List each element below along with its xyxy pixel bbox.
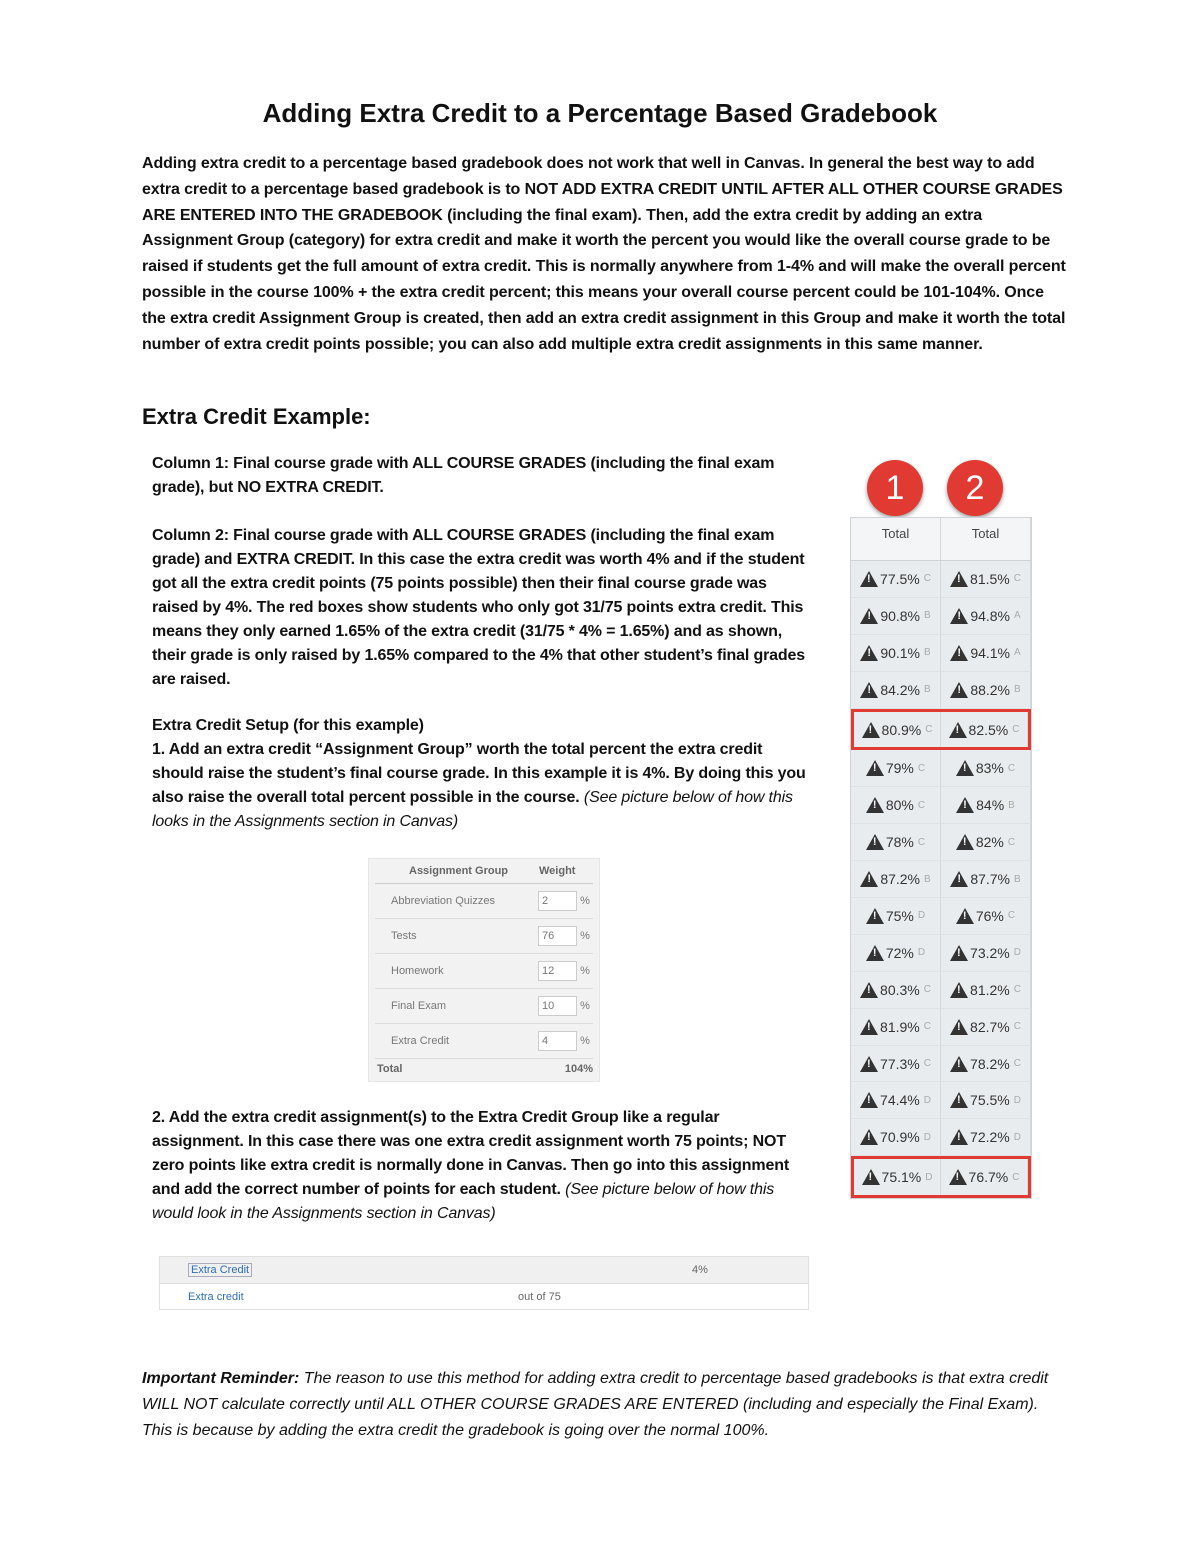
grade-letter: C: [925, 724, 933, 735]
assignment-group-name: Abbreviation Quizzes: [391, 895, 495, 907]
grade-letter: C: [1012, 1171, 1020, 1183]
grade-letter: D: [1013, 947, 1021, 959]
grade-percent: 70.9%: [880, 1129, 920, 1146]
total-column1-cell[interactable]: [851, 1009, 941, 1045]
extra-credit-assignment-link[interactable]: Extra credit: [188, 1290, 244, 1303]
grade-percent: 83%: [975, 760, 1004, 777]
grade-letter: D: [923, 1131, 931, 1143]
grade-row: [851, 561, 1031, 598]
grade-percent: 82.5%: [968, 721, 1009, 738]
total-column2-cell[interactable]: [941, 598, 1031, 634]
warning-icon: [950, 1019, 968, 1035]
step1-body: 1. Add an extra credit “Assignment Group” worth the total percent the extra credit should raise the student’s final course grade. In this example it is 4%. By doing this you also raise the overall total percent possible in the course.: [152, 741, 806, 806]
total-column1-cell[interactable]: [854, 1159, 941, 1195]
percent-sign: %: [580, 895, 590, 907]
total-column1-cell[interactable]: [851, 972, 941, 1008]
page-title: Adding Extra Credit to a Percentage Based Gradebook: [262, 98, 938, 128]
grade-row: [851, 972, 1031, 1009]
grade-percent: 80.9%: [881, 721, 922, 738]
warning-icon: [950, 1056, 968, 1072]
grade-letter: D: [917, 947, 926, 959]
warning-icon: [956, 834, 974, 850]
extra-credit-points: out of 75: [518, 1290, 561, 1303]
grade-letter: C: [923, 1021, 931, 1033]
intro-paragraph: Adding extra credit to a percentage based gradebook does not work that well in Canvas. In general the best way to add extra credit to a percentage based gradebook is to NOT ADD EXTRA CREDIT UNTIL AFTER ALL OTHER COURSE GRADES ARE ENTERED INTO THE GRADEBOOK (including the final exam). Then, add the extra credit by adding an extra Assignment Group (category) for extra credit and make it worth the percent you would like the overall course grade to be raised if students get the full amount of extra credit. This is normally anywhere from 1-4% and will make the overall percent possible in the course 100% + the extra credit percent; this means your overall course percent could be 101-104%. Once the extra credit Assignment Group is created, then add an extra credit assignment in this Group and make it worth the total number of extra credit points possible; you can also add multiple extra credit assignments in this same manner.: [142, 155, 1066, 353]
assignment-group-name: Tests: [391, 930, 417, 942]
grade-letter: D: [925, 1171, 933, 1183]
warning-icon: [866, 834, 884, 850]
grade-row: [851, 598, 1031, 635]
total-column1-cell[interactable]: [851, 672, 941, 708]
assignment-group-name: Final Exam: [391, 1000, 447, 1012]
grade-row: [851, 824, 1031, 861]
total-column2-cell[interactable]: [941, 1046, 1031, 1082]
step2-body: 2. Add the extra credit assignment(s) to the Extra Credit Group like a regular assignment. In this case there was one extra credit assignment worth 75 points; NOT zero points like extra credit is normally done in Canvas. Then go into this assignment and add the correct number of points for each student.: [152, 1109, 790, 1198]
weight-input[interactable]: 76: [538, 926, 577, 946]
warning-icon: [862, 722, 880, 738]
percent-sign: %: [580, 1000, 590, 1012]
grade-percent: 73.2%: [970, 944, 1010, 961]
reminder-text: The reason to use this method for adding extra credit to percentage based gradebooks is that extra credit WILL NOT calculate correctly until ALL OTHER COURSE GRADES ARE ENTERED (including and especially the Final Exam). This is because by adding the extra credit the gradebook is going over the normal 100%.: [142, 1370, 1049, 1439]
total-column2-cell[interactable]: [941, 712, 1028, 748]
grade-letter: B: [1014, 873, 1021, 885]
weight-input[interactable]: 12: [538, 961, 577, 981]
grade-letter: C: [1007, 910, 1016, 922]
grade-percent: 84.2%: [880, 681, 921, 698]
warning-icon: [949, 722, 967, 738]
weight-header-label: Weight: [539, 865, 576, 877]
setup-heading: Extra Credit Setup (for this example): [152, 717, 424, 734]
warning-icon: [956, 797, 974, 813]
assignment-group-row: [375, 1024, 593, 1059]
grade-percent: 76.7%: [968, 1169, 1009, 1186]
grade-letter: C: [917, 799, 926, 811]
total-column2-cell[interactable]: [941, 1119, 1031, 1155]
warning-icon: [862, 1169, 880, 1185]
total-column2-cell[interactable]: [941, 1009, 1031, 1045]
grade-percent: 75.1%: [881, 1169, 922, 1186]
step2-note: (See picture below of how this would look in the Assignments section in Canvas): [152, 1181, 775, 1222]
assignment-group-row: [375, 989, 593, 1024]
warning-icon: [860, 645, 878, 661]
step1-text: [152, 738, 814, 834]
assignment-group-row: [375, 884, 593, 919]
grade-letter: C: [917, 836, 926, 848]
total-column1-cell[interactable]: [851, 787, 941, 823]
warning-icon: [950, 645, 968, 661]
assignment-group-total: [375, 1059, 593, 1079]
extra-credit-group-row: [160, 1257, 808, 1284]
warning-icon: [950, 608, 968, 624]
grade-letter: A: [1014, 647, 1021, 659]
grade-percent: 78.2%: [970, 1055, 1010, 1072]
grade-letter: B: [924, 684, 931, 696]
total-label: Total: [377, 1063, 403, 1075]
step2-text: [152, 1106, 814, 1226]
grade-percent: 76%: [975, 907, 1004, 924]
grade-percent: 77.5%: [880, 570, 920, 587]
gradebook-totals-image: [850, 517, 1032, 1199]
total-column1-header: Total: [851, 518, 941, 560]
weight-input[interactable]: 4: [538, 1031, 577, 1051]
total-column1-cell[interactable]: [851, 824, 941, 860]
warning-icon: [860, 871, 878, 887]
grade-row: [851, 1082, 1031, 1119]
grade-row: [851, 787, 1031, 824]
percent-sign: %: [580, 930, 590, 942]
grade-percent: 79%: [885, 760, 914, 777]
grade-letter: C: [1013, 573, 1021, 585]
weight-input[interactable]: 2: [538, 891, 577, 911]
grade-row: [851, 935, 1031, 972]
grade-row: [851, 861, 1031, 898]
grade-percent: 81.2%: [970, 981, 1010, 998]
grade-row: [851, 672, 1031, 709]
total-column1-cell[interactable]: [851, 750, 941, 786]
grade-letter: B: [924, 647, 931, 659]
column1-description: Column 1: Final course grade with ALL COURSE GRADES (including the final exam grade), but NO EXTRA CREDIT.: [152, 455, 775, 496]
warning-icon: [866, 908, 884, 924]
grade-percent: 80%: [885, 797, 914, 814]
grade-row: [851, 750, 1031, 787]
grade-letter: D: [1013, 1131, 1021, 1143]
total-column2-cell[interactable]: [941, 672, 1031, 708]
grade-letter: D: [923, 1094, 931, 1106]
warning-icon: [949, 1169, 967, 1185]
total-column1-cell[interactable]: [851, 1119, 941, 1155]
total-column1-cell[interactable]: [851, 1082, 941, 1118]
total-column2-cell[interactable]: [941, 750, 1031, 786]
grade-percent: 78%: [885, 834, 914, 851]
warning-icon: [860, 571, 878, 587]
warning-icon: [860, 608, 878, 624]
total-column1-cell[interactable]: [851, 861, 941, 897]
reminder-label: Important Reminder:: [142, 1370, 300, 1387]
percent-sign: %: [580, 1035, 590, 1047]
grade-letter: C: [923, 573, 931, 585]
grade-percent: 87.2%: [880, 871, 921, 888]
assignment-group-header: [375, 859, 593, 884]
total-column2-cell[interactable]: [941, 935, 1031, 971]
grade-letter: C: [923, 1058, 931, 1070]
important-reminder: [142, 1366, 1072, 1444]
extra-credit-group-percent: 4%: [692, 1264, 708, 1276]
example-heading: Extra Credit Example:: [142, 404, 371, 429]
warning-icon: [860, 1019, 878, 1035]
grade-percent: 87.7%: [970, 871, 1011, 888]
weight-input[interactable]: 10: [538, 996, 577, 1016]
grade-letter: C: [1007, 836, 1016, 848]
extra-credit-assignment-row: [160, 1284, 808, 1309]
grade-percent: 81.5%: [970, 570, 1010, 587]
grade-letter: C: [1012, 724, 1020, 735]
total-value: 104%: [564, 1063, 593, 1075]
total-column2-cell[interactable]: [941, 787, 1031, 823]
grade-letter: B: [1014, 684, 1021, 696]
grade-percent: 94.8%: [970, 607, 1011, 624]
total-column1-cell[interactable]: [854, 712, 941, 748]
grade-percent: 82%: [975, 834, 1004, 851]
total-column1-cell[interactable]: [851, 898, 941, 934]
warning-icon: [950, 982, 968, 998]
total-column1-cell[interactable]: [851, 561, 941, 597]
total-column1-cell[interactable]: [851, 598, 941, 634]
assignment-group-row: [375, 919, 593, 954]
grade-row: [851, 1009, 1031, 1046]
grade-row: [851, 635, 1031, 672]
warning-icon: [860, 1056, 878, 1072]
grade-percent: 74.4%: [880, 1092, 920, 1109]
warning-icon: [866, 760, 884, 776]
warning-icon: [950, 571, 968, 587]
warning-icon: [950, 1092, 968, 1108]
grade-percent: 90.8%: [880, 607, 921, 624]
total-column2-cell[interactable]: [941, 972, 1031, 1008]
column1-badge: 1: [867, 460, 923, 516]
grade-percent: 84%: [976, 797, 1005, 814]
warning-icon: [950, 1129, 968, 1145]
grade-percent: 75.5%: [970, 1092, 1010, 1109]
grade-letter: B: [924, 610, 931, 622]
total-column2-cell[interactable]: [941, 824, 1031, 860]
grade-letter: C: [1013, 1021, 1021, 1033]
warning-icon: [866, 797, 884, 813]
grade-letter: D: [1013, 1094, 1021, 1106]
grade-letter: C: [1013, 1058, 1021, 1070]
grade-row: [851, 1156, 1031, 1198]
grade-row: [851, 709, 1031, 751]
warning-icon: [956, 908, 974, 924]
grade-percent: 75%: [885, 907, 914, 924]
total-column2-cell[interactable]: [941, 1082, 1031, 1118]
grade-letter: A: [1014, 610, 1021, 622]
warning-icon: [866, 945, 884, 961]
column2-description: Column 2: Final course grade with ALL COURSE GRADES (including the final exam grade) and EXTRA CREDIT. In this case the extra credit was worth 4% and if the student got all the extra credit points (75 points possible) then their final course grade was raised by 4%. The red boxes show students who only got 31/75 points extra credit. This means they only earned 1.65% of the extra credit (31/75 * 4% = 1.65%) and as shown, their grade is only raised by 1.65% compared to the 4% that other student’s final grades are raised.: [152, 527, 806, 688]
warning-icon: [860, 1092, 878, 1108]
grade-percent: 90.1%: [880, 644, 921, 661]
total-column2-cell[interactable]: [941, 1159, 1028, 1195]
grade-letter: C: [1007, 762, 1016, 774]
grade-row: [851, 898, 1031, 935]
total-column1-cell[interactable]: [851, 1046, 941, 1082]
grade-letter: C: [917, 762, 926, 774]
assignment-group-name: Homework: [391, 965, 444, 977]
column2-badge: 2: [947, 460, 1003, 516]
extra-credit-assignment-image: [159, 1256, 809, 1310]
warning-icon: [860, 682, 878, 698]
percent-sign: %: [580, 965, 590, 977]
grade-percent: 77.3%: [880, 1055, 920, 1072]
grade-percent: 81.9%: [880, 1018, 920, 1035]
assignment-group-weights-image: [368, 858, 600, 1082]
warning-icon: [956, 760, 974, 776]
total-column2-cell[interactable]: [941, 635, 1031, 671]
grade-percent: 82.7%: [970, 1018, 1010, 1035]
total-column2-cell[interactable]: [941, 898, 1031, 934]
grade-row: [851, 1046, 1031, 1083]
grade-letter: D: [917, 910, 926, 922]
assignment-group-header-label: Assignment Group: [409, 865, 509, 877]
grade-row: [851, 1119, 1031, 1156]
grade-percent: 72%: [885, 944, 914, 961]
grade-percent: 94.1%: [970, 644, 1011, 661]
gradebook-header: [851, 518, 1031, 561]
grade-percent: 80.3%: [880, 981, 920, 998]
grade-percent: 72.2%: [970, 1129, 1010, 1146]
assignment-group-row: [375, 954, 593, 989]
warning-icon: [950, 871, 968, 887]
grade-letter: B: [1008, 799, 1015, 811]
warning-icon: [950, 682, 968, 698]
total-column1-cell[interactable]: [851, 935, 941, 971]
total-column2-cell[interactable]: [941, 561, 1031, 597]
total-column1-cell[interactable]: [851, 635, 941, 671]
total-column2-cell[interactable]: [941, 861, 1031, 897]
grade-letter: C: [923, 984, 931, 996]
warning-icon: [860, 982, 878, 998]
grade-letter: C: [1013, 984, 1021, 996]
extra-credit-group-link[interactable]: Extra Credit: [188, 1263, 252, 1277]
grade-letter: B: [924, 873, 931, 885]
warning-icon: [860, 1129, 878, 1145]
total-column2-header: Total: [941, 518, 1031, 560]
assignment-group-name: Extra Credit: [391, 1035, 450, 1047]
warning-icon: [950, 945, 968, 961]
step1-note: (See picture below of how this looks in the Assignments section in Canvas): [152, 789, 793, 830]
grade-percent: 88.2%: [970, 681, 1011, 698]
